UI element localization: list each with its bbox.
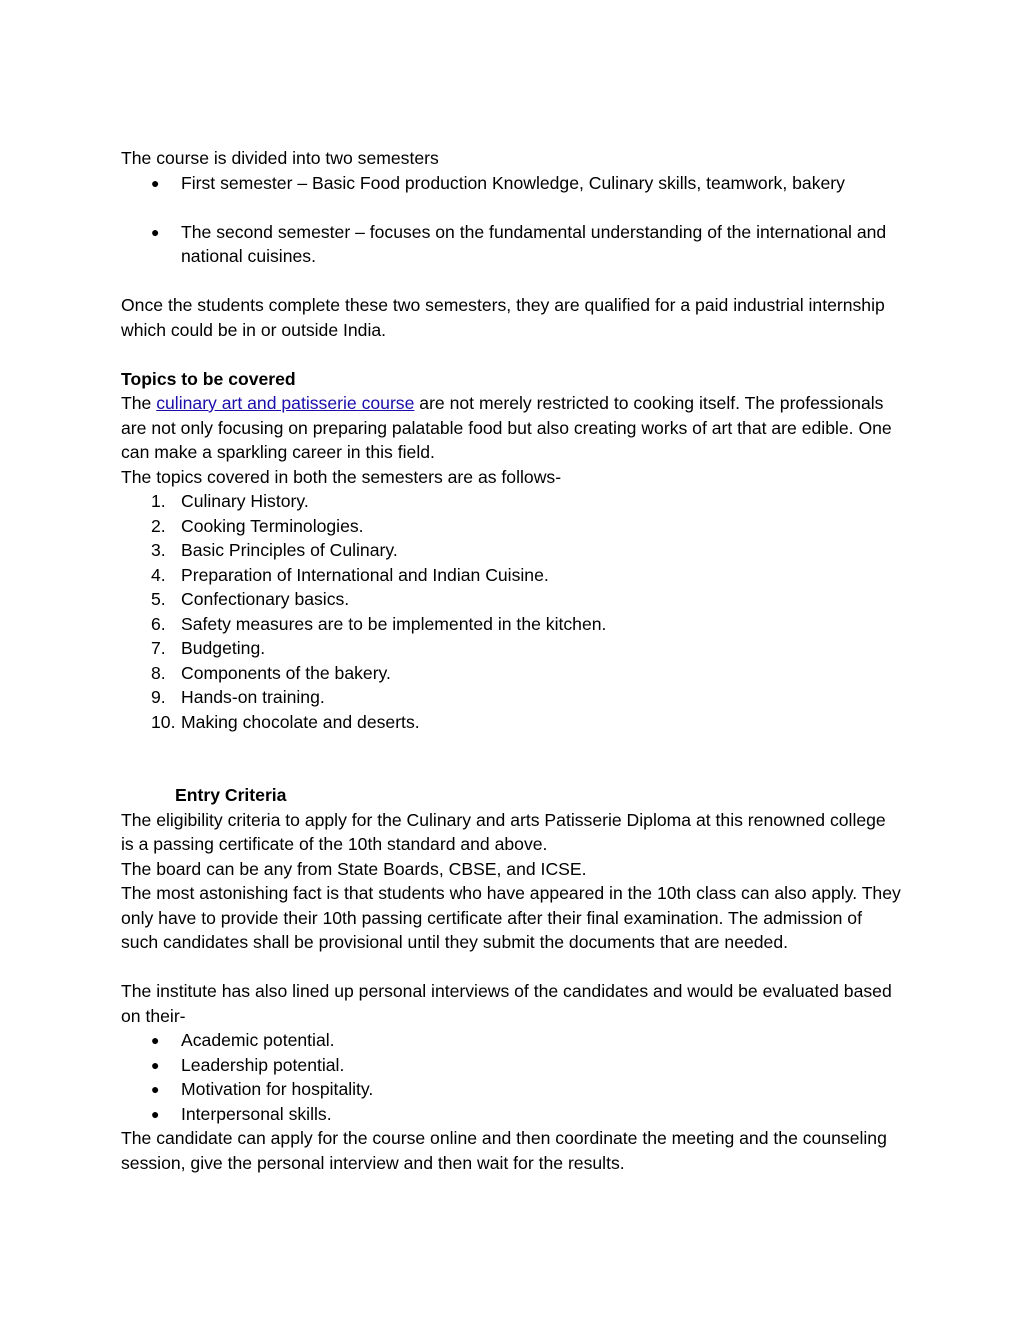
- list-item: [121, 563, 901, 588]
- list-item: [121, 612, 901, 637]
- criteria-text: Leadership potential.: [181, 1054, 345, 1075]
- topics-list: [121, 489, 901, 734]
- list-item: [121, 1077, 901, 1102]
- item-text: Hands-on training.: [181, 687, 325, 707]
- list-item: [121, 538, 901, 563]
- list-item: [121, 489, 901, 514]
- item-text: Cooking Terminologies.: [181, 515, 364, 536]
- course-link[interactable]: culinary art and patisserie course: [156, 393, 415, 413]
- entry-paragraph-2: The board can be any from State Boards, CBSE, and ICSE.: [121, 858, 587, 879]
- list-item: [121, 171, 901, 196]
- list-item: [121, 1102, 901, 1127]
- item-number: 7.: [151, 638, 166, 658]
- bullet-icon: ●: [151, 1081, 160, 1097]
- document-body: [121, 146, 901, 1175]
- item-text: Culinary History.: [181, 491, 309, 511]
- list-item: [121, 514, 901, 539]
- item-text: Budgeting.: [181, 638, 266, 658]
- item-text: Safety measures are to be implemented in the kitchen.: [181, 613, 607, 634]
- item-number: 3.: [151, 540, 166, 560]
- internship-paragraph: Once the students complete these two semesters, they are qualified for a paid industrial internship which could be in or outside India.: [121, 295, 885, 340]
- bullet-icon: ●: [151, 223, 160, 240]
- bullet-icon: ●: [151, 1032, 160, 1048]
- semester-text: The second semester – focuses on the fundamental understanding of the international and national cuisines.: [181, 221, 887, 266]
- item-number: 2.: [151, 515, 166, 536]
- list-item: [121, 636, 901, 661]
- list-item: [121, 587, 901, 612]
- criteria-text: Interpersonal skills.: [181, 1103, 332, 1124]
- item-text: Basic Principles of Culinary.: [181, 540, 398, 560]
- topics-para-suffix: are not merely restricted to cooking itself. The professionals are not only focusing on preparing palatable food but also creating works of art that are edible. One can make a sparkling career in this field.: [121, 393, 892, 462]
- bullet-icon: ●: [151, 1056, 160, 1073]
- semester-list: [121, 171, 901, 269]
- criteria-text: Motivation for hospitality.: [181, 1079, 374, 1099]
- semester-text: First semester – Basic Food production Knowledge, Culinary skills, teamwork, bakery: [181, 172, 845, 193]
- closing-paragraph: The candidate can apply for the course online and then coordinate the meeting and the counseling session, give the personal interview and then wait for the results.: [121, 1128, 887, 1173]
- entry-paragraph-1: The eligibility criteria to apply for the Culinary and arts Patisserie Diploma at this renowned college is a passing certificate of the 10th standard and above.: [121, 809, 886, 854]
- bullet-icon: ●: [151, 1105, 160, 1122]
- item-number: 5.: [151, 589, 166, 609]
- list-spacer: [121, 195, 901, 220]
- topics-heading: Topics to be covered: [121, 368, 296, 389]
- item-text: Making chocolate and deserts.: [181, 711, 420, 732]
- list-item: [121, 220, 901, 269]
- item-text: Components of the bakery.: [181, 662, 391, 683]
- topics-list-intro: The topics covered in both the semesters are as follows-: [121, 466, 562, 487]
- bullet-icon: ●: [151, 174, 160, 191]
- item-number: 6.: [151, 613, 166, 634]
- item-number: 10.: [151, 711, 176, 732]
- criteria-text: Academic potential.: [181, 1030, 335, 1050]
- course-intro: The course is divided into two semesters: [121, 148, 439, 168]
- entry-heading: Entry Criteria: [175, 785, 287, 805]
- list-item: [121, 661, 901, 686]
- entry-paragraph-3: The most astonishing fact is that students who have appeared in the 10th class can also apply. They only have to provide their 10th passing certificate after their final examination. The admission of such candidates shall be provisional until they submit the documents that are needed.: [121, 883, 901, 952]
- list-item: [121, 685, 901, 710]
- list-item: [121, 710, 901, 735]
- topics-paragraph: [121, 391, 901, 465]
- list-item: [121, 1053, 901, 1078]
- list-item: [121, 1028, 901, 1053]
- criteria-list: [121, 1028, 901, 1126]
- entry-paragraph-4: The institute has also lined up personal interviews of the candidates and would be evaluated based on their-: [121, 981, 892, 1026]
- item-number: 4.: [151, 564, 166, 585]
- item-number: 8.: [151, 662, 166, 683]
- topics-para-prefix: The: [121, 393, 157, 413]
- item-text: Preparation of International and Indian Cuisine.: [181, 564, 549, 585]
- item-number: 1.: [151, 491, 166, 511]
- item-text: Confectionary basics.: [181, 589, 350, 609]
- item-number: 9.: [151, 687, 166, 707]
